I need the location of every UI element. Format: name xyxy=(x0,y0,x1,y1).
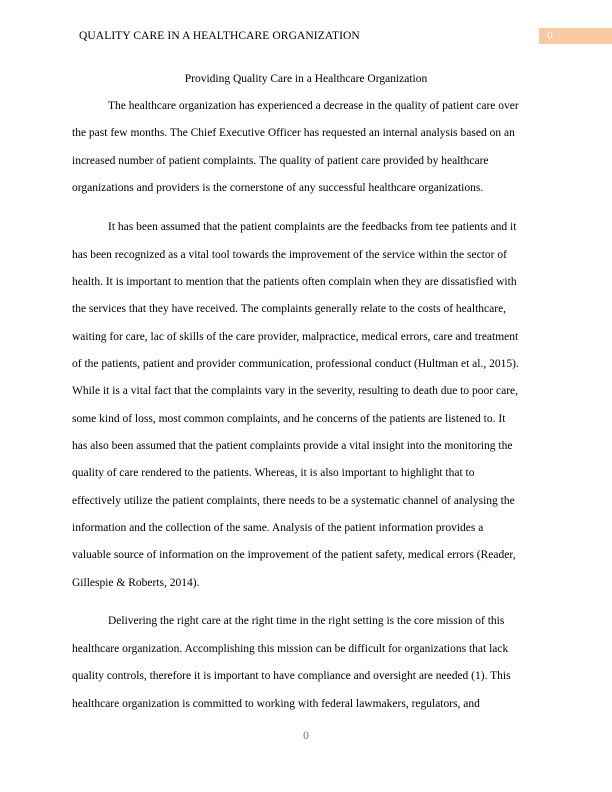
footer-page-number: 0 xyxy=(303,730,309,742)
text-line: While it is a vital fact that the complaints vary in the severity, resulting to death due to poor care, xyxy=(72,385,519,397)
text-line: the services that they have received. The complaints generally relate to the costs of healthcare, xyxy=(72,303,507,315)
text-line: information and the collection of the same. Analysis of the patient information provides a xyxy=(72,522,484,534)
text-line: quality controls, therefore it is important to have compliance and oversight are needed (1). This xyxy=(72,670,511,682)
text-line: has also been assumed that the patient complaints provide a vital insight into the monitoring the xyxy=(72,440,513,452)
document-title: Providing Quality Care in a Healthcare Organization xyxy=(184,73,428,85)
text-line: the past few months. The Chief Executive Officer has requested an internal analysis based on an xyxy=(72,127,515,139)
text-line: health. It is important to mention that the patients often complain when they are dissatisfied with xyxy=(72,276,517,288)
text-line: waiting for care, lac of skills of the care provider, malpractice, medical errors, care and treatment xyxy=(72,331,519,343)
text-line: healthcare organization is committed to working with federal lawmakers, regulators, and xyxy=(72,698,480,710)
text-line: valuable source of information on the improvement of the patient safety, medical errors (Reader, xyxy=(72,549,516,561)
header-page-number-box xyxy=(539,28,612,44)
text-line: organizations and providers is the cornerstone of any successful healthcare organizations. xyxy=(72,182,484,194)
text-line: effectively utilize the patient complaints, there needs to be a systematic channel of analysing the xyxy=(72,495,515,507)
text-line: healthcare organization. Accomplishing this mission can be difficult for organizations that lack xyxy=(72,643,509,655)
text-line: The healthcare organization has experienced a decrease in the quality of patient care over xyxy=(108,100,519,112)
text-line: of the patients, patient and provider communication, professional conduct (Hultman et al., 2015). xyxy=(72,358,519,370)
header-page-number: 0 xyxy=(547,30,553,42)
running-head: QUALITY CARE IN A HEALTHCARE ORGANIZATION xyxy=(79,30,360,42)
text-line: increased number of patient complaints. The quality of patient care provided by healthcare xyxy=(72,155,489,167)
text-line: Delivering the right care at the right time in the right setting is the core mission of this xyxy=(108,615,505,627)
text-line: Gillespie & Roberts, 2014). xyxy=(72,577,200,589)
text-line: quality of care rendered to the patients. Whereas, it is also important to highlight that to xyxy=(72,467,475,479)
text-line: has been recognized as a vital tool towards the improvement of the service within the sector of xyxy=(72,249,507,261)
text-line: some kind of loss, most common complaints, and he concerns of the patients are listened to. It xyxy=(72,413,506,425)
text-line: It has been assumed that the patient complaints are the feedbacks from tee patients and it xyxy=(108,221,517,233)
